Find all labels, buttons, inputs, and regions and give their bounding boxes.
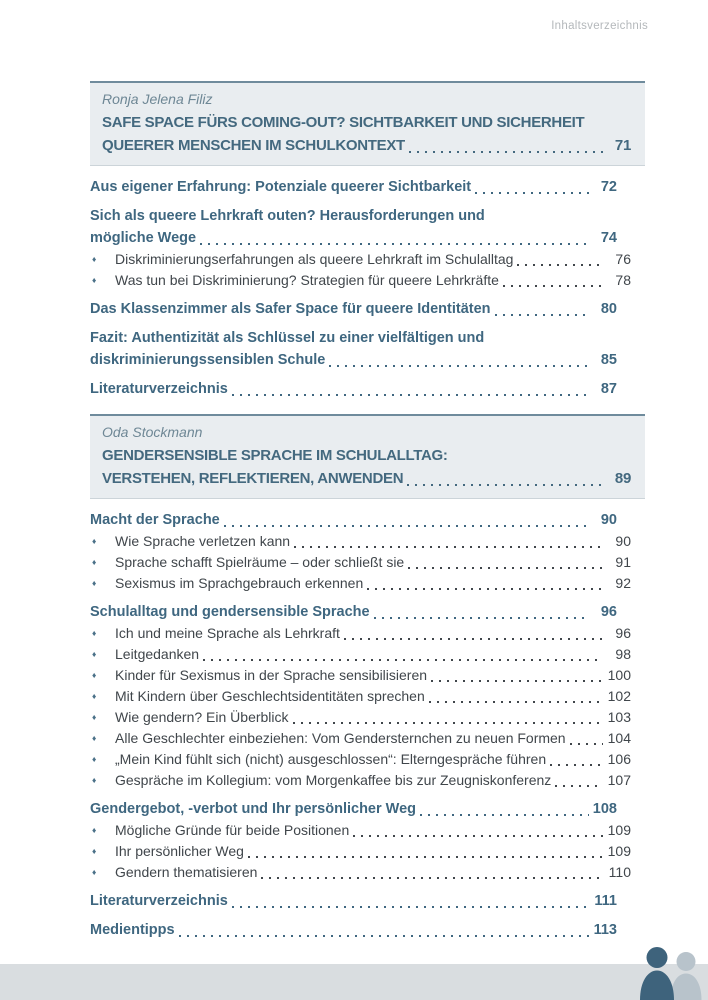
page-number: 96 bbox=[615, 625, 631, 641]
dot-leader-icon bbox=[517, 264, 603, 266]
entry-text: Das Klassenzimmer als Safer Space für queere Identitäten bbox=[90, 301, 491, 317]
toc-heading-entry bbox=[90, 798, 645, 820]
toc-heading-entry bbox=[90, 919, 645, 941]
entry-text: Literaturverzeichnis bbox=[90, 893, 228, 909]
page-number: 76 bbox=[615, 251, 631, 267]
entry-text: diskriminierungssensiblen Schule bbox=[90, 352, 326, 368]
entry-text: Schulalltag und gendersensible Sprache bbox=[90, 604, 370, 620]
diamond-bullet-icon: ♦ bbox=[92, 775, 97, 785]
chapter-title bbox=[102, 111, 631, 157]
diamond-bullet-icon: ♦ bbox=[92, 733, 97, 743]
page-number: 106 bbox=[607, 751, 631, 767]
dot-leader-icon bbox=[550, 764, 603, 766]
dot-leader-icon bbox=[420, 814, 589, 816]
dot-leader-icon bbox=[555, 785, 603, 787]
diamond-bullet-icon: ♦ bbox=[92, 867, 97, 877]
dot-leader-icon bbox=[429, 701, 603, 703]
page-number: 110 bbox=[608, 864, 631, 880]
dot-leader-icon bbox=[374, 617, 589, 619]
diamond-bullet-icon: ♦ bbox=[92, 254, 97, 264]
entry-text: Diskriminierungserfahrungen als queere Lehrkraft im Schulalltag bbox=[115, 251, 514, 267]
entry-text: Ihr persönlicher Weg bbox=[115, 843, 244, 859]
heading-line bbox=[90, 227, 631, 249]
entry-text: Mit Kindern über Geschlechtsidentitäten sprechen bbox=[115, 688, 425, 704]
heading-line bbox=[90, 298, 631, 320]
page-number: 85 bbox=[600, 352, 617, 368]
chapter-title-text: VERSTEHEN, REFLEKTIEREN, ANWENDEN bbox=[102, 470, 404, 487]
page-number: 103 bbox=[607, 709, 631, 725]
dot-leader-icon bbox=[232, 906, 589, 908]
heading-line bbox=[90, 890, 631, 912]
chapter-title-line bbox=[102, 111, 631, 134]
page-number: 72 bbox=[600, 179, 617, 195]
chapter-title-line bbox=[102, 444, 631, 467]
page-number: 102 bbox=[607, 688, 631, 704]
dot-leader-icon bbox=[408, 567, 603, 569]
dot-leader-icon bbox=[407, 484, 603, 486]
dot-leader-icon bbox=[503, 285, 603, 287]
heading-line bbox=[90, 509, 631, 531]
toc-heading-entry bbox=[90, 378, 645, 400]
running-head bbox=[551, 20, 648, 32]
entry-text: Alle Geschlechter einbeziehen: Vom Gendersternchen zu neuen Formen bbox=[115, 730, 566, 746]
page-number: 104 bbox=[607, 730, 631, 746]
entry-text: mögliche Wege bbox=[90, 230, 197, 246]
heading-line bbox=[90, 601, 631, 623]
heading-line bbox=[90, 378, 631, 400]
dot-leader-icon bbox=[294, 546, 603, 548]
page-number: 111 bbox=[594, 893, 617, 909]
toc-sub-entry bbox=[90, 728, 645, 749]
diamond-bullet-icon: ♦ bbox=[92, 670, 97, 680]
toc-sub-entry bbox=[90, 665, 645, 686]
toc-heading-entry bbox=[90, 890, 645, 912]
page-number: 98 bbox=[615, 646, 631, 662]
entry-text: Leitgedanken bbox=[115, 646, 200, 662]
dot-leader-icon bbox=[261, 877, 603, 879]
entry-text: Ich und meine Sprache als Lehrkraft bbox=[115, 625, 340, 641]
chapter-title-line bbox=[102, 134, 631, 157]
dot-leader-icon bbox=[248, 856, 603, 858]
entry-text: Sexismus im Sprachgebrauch erkennen bbox=[115, 575, 364, 591]
dot-leader-icon bbox=[409, 151, 603, 153]
diamond-bullet-icon: ♦ bbox=[92, 691, 97, 701]
dot-leader-icon bbox=[353, 835, 603, 837]
heading-line bbox=[90, 798, 631, 820]
entry-text: Literaturverzeichnis bbox=[90, 381, 228, 397]
chapter-header-box bbox=[90, 414, 645, 499]
diamond-bullet-icon: ♦ bbox=[92, 536, 97, 546]
page-number: 78 bbox=[615, 272, 631, 288]
dot-leader-icon bbox=[293, 722, 603, 724]
toc-sub-entry bbox=[90, 820, 645, 841]
page-number: 80 bbox=[600, 301, 617, 317]
dot-leader-icon bbox=[495, 314, 589, 316]
heading-line bbox=[90, 176, 631, 198]
dot-leader-icon bbox=[232, 394, 589, 396]
person-back-silhouette bbox=[671, 952, 702, 1000]
entry-text: „Mein Kind fühlt sich (nicht) ausgeschlossen“: Elterngespräche führen bbox=[115, 751, 547, 767]
chapter-author: Ronja Jelena Filiz bbox=[102, 91, 213, 107]
toc-sub-entry bbox=[90, 841, 645, 862]
toc-sub-entry bbox=[90, 862, 645, 883]
toc-sub-entry bbox=[90, 270, 645, 291]
entry-text: Was tun bei Diskriminierung? Strategien für queere Lehrkräfte bbox=[115, 272, 499, 288]
toc-sub-entry bbox=[90, 686, 645, 707]
page-number: 71 bbox=[614, 137, 631, 154]
page-number: 90 bbox=[600, 512, 617, 528]
toc-sub-entry bbox=[90, 770, 645, 791]
heading-line bbox=[90, 349, 631, 371]
entry-text: Wie Sprache verletzen kann bbox=[115, 533, 291, 549]
heading-line bbox=[90, 327, 631, 349]
toc-sub-entry bbox=[90, 552, 645, 573]
entry-text: Sprache schafft Spielräume – oder schließt sie bbox=[115, 554, 405, 570]
page-number: 96 bbox=[600, 604, 617, 620]
dot-leader-icon bbox=[367, 588, 603, 590]
heading-line bbox=[90, 205, 631, 227]
dot-leader-icon bbox=[344, 638, 603, 640]
people-icon bbox=[637, 940, 705, 1000]
page-number: 90 bbox=[615, 533, 631, 549]
entry-text: Sich als queere Lehrkraft outen? Herausforderungen und bbox=[90, 208, 485, 224]
toc-heading-entry bbox=[90, 601, 645, 623]
entry-text: Fazit: Authentizität als Schlüssel zu einer vielfältigen und bbox=[90, 330, 485, 346]
entry-text: Medientipps bbox=[90, 922, 175, 938]
footer-band bbox=[0, 964, 708, 1000]
diamond-bullet-icon: ♦ bbox=[92, 825, 97, 835]
toc-sub-entry bbox=[90, 623, 645, 644]
page-number: 113 bbox=[593, 922, 617, 938]
entry-text: Mögliche Gründe für beide Positionen bbox=[115, 822, 350, 838]
page-number: 91 bbox=[615, 554, 631, 570]
toc-sub-entry bbox=[90, 573, 645, 594]
toc-sub-entry bbox=[90, 531, 645, 552]
person-front-silhouette bbox=[640, 947, 674, 1000]
page-number: 109 bbox=[607, 843, 631, 859]
chapter-title-text: SAFE SPACE FÜRS COMING-OUT? SICHTBARKEIT UND SICHERHEIT bbox=[102, 114, 585, 131]
dot-leader-icon bbox=[224, 525, 589, 527]
diamond-bullet-icon: ♦ bbox=[92, 712, 97, 722]
toc-heading-entry bbox=[90, 176, 645, 198]
chapter-title-text: GENDERSENSIBLE SPRACHE IM SCHULALLTAG: bbox=[102, 447, 448, 464]
dot-leader-icon bbox=[475, 192, 589, 194]
dot-leader-icon bbox=[431, 680, 603, 682]
chapter-title bbox=[102, 444, 631, 490]
chapter-header-box bbox=[90, 81, 645, 166]
chapter-entries bbox=[90, 176, 645, 400]
page-number: 108 bbox=[592, 801, 617, 817]
page-number: 92 bbox=[615, 575, 631, 591]
toc-sub-entry bbox=[90, 749, 645, 770]
entry-text: Macht der Sprache bbox=[90, 512, 220, 528]
toc-heading-entry bbox=[90, 298, 645, 320]
toc-sub-entry bbox=[90, 249, 645, 270]
entry-text: Gespräche im Kollegium: vom Morgenkaffee bis zur Zeugniskonferenz bbox=[115, 772, 552, 788]
dot-leader-icon bbox=[203, 659, 603, 661]
diamond-bullet-icon: ♦ bbox=[92, 628, 97, 638]
diamond-bullet-icon: ♦ bbox=[92, 275, 97, 285]
diamond-bullet-icon: ♦ bbox=[92, 754, 97, 764]
entry-text: Wie gendern? Ein Überblick bbox=[115, 709, 289, 725]
page-number: 74 bbox=[600, 230, 617, 246]
toc-content bbox=[90, 81, 645, 941]
chapter-title-line bbox=[102, 467, 631, 490]
diamond-bullet-icon: ♦ bbox=[92, 578, 97, 588]
diamond-bullet-icon: ♦ bbox=[92, 649, 97, 659]
toc-heading-entry bbox=[90, 327, 645, 371]
page-number: 87 bbox=[600, 381, 617, 397]
entry-text: Gendergebot, -verbot und Ihr persönlicher Weg bbox=[90, 801, 417, 817]
chapter-author: Oda Stockmann bbox=[102, 424, 203, 440]
toc-heading-entry bbox=[90, 205, 645, 249]
page-number: 109 bbox=[607, 822, 631, 838]
toc-heading-entry bbox=[90, 509, 645, 531]
toc-sub-entry bbox=[90, 644, 645, 665]
chapter-section bbox=[90, 414, 645, 941]
page-number: 100 bbox=[607, 667, 631, 683]
chapter-entries bbox=[90, 509, 645, 941]
dot-leader-icon bbox=[329, 365, 589, 367]
running-head-label: Inhaltsverzeichnis bbox=[551, 20, 648, 32]
chapter-section bbox=[90, 81, 645, 400]
dot-leader-icon bbox=[179, 935, 589, 937]
dot-leader-icon bbox=[200, 243, 589, 245]
chapter-title-text: QUEERER MENSCHEN IM SCHULKONTEXT bbox=[102, 137, 405, 154]
entry-text: Kinder für Sexismus in der Sprache sensibilisieren bbox=[115, 667, 428, 683]
heading-line bbox=[90, 919, 631, 941]
page-number: 89 bbox=[614, 470, 631, 487]
entry-text: Aus eigener Erfahrung: Potenziale queerer Sichtbarkeit bbox=[90, 179, 472, 195]
diamond-bullet-icon: ♦ bbox=[92, 846, 97, 856]
page-number: 107 bbox=[607, 772, 631, 788]
dot-leader-icon bbox=[570, 743, 603, 745]
toc-sub-entry bbox=[90, 707, 645, 728]
diamond-bullet-icon: ♦ bbox=[92, 557, 97, 567]
entry-text: Gendern thematisieren bbox=[115, 864, 258, 880]
